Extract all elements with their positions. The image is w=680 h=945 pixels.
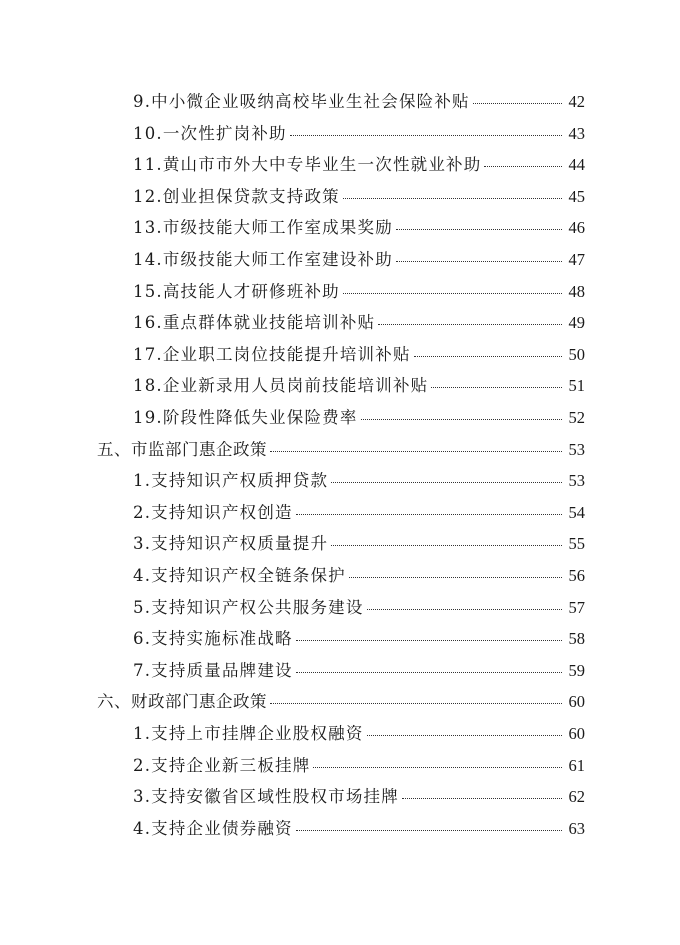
toc-item-title: 3.支持安徽省区域性股权市场挂牌 [133, 787, 399, 807]
toc-item-row [0, 594, 585, 624]
toc-page-number: 53 [568, 439, 585, 459]
toc-page-number: 63 [568, 818, 585, 838]
toc-item-row [0, 278, 585, 308]
toc-item-title: 11.黄山市市外大中专毕业生一次性就业补助 [133, 155, 482, 175]
toc-item-row [0, 88, 585, 118]
dot-leader [402, 798, 562, 799]
dot-leader [313, 767, 562, 768]
dot-leader [484, 166, 562, 167]
toc-page-number: 46 [568, 218, 585, 238]
dot-leader [270, 451, 562, 452]
dot-leader [431, 387, 562, 388]
toc-section-title: 六、财政部门惠企政策 [97, 692, 267, 712]
toc-item-row [0, 246, 585, 276]
toc-item-title: 5.支持知识产权公共服务建设 [133, 597, 364, 617]
toc-item-title: 7.支持质量品牌建设 [133, 660, 293, 680]
toc-item-row [0, 625, 585, 655]
dot-leader [396, 229, 562, 230]
toc-page-number: 60 [568, 692, 585, 712]
toc-item-title: 9.中小微企业吸纳高校毕业生社会保险补贴 [133, 92, 470, 111]
dot-leader [296, 514, 562, 515]
toc-item-row [0, 783, 585, 813]
dot-leader [349, 577, 562, 578]
toc-section-title: 五、市监部门惠企政策 [97, 439, 267, 459]
toc-item-title: 15.高技能人才研修班补助 [133, 281, 340, 301]
toc-item-title: 1.支持上市挂牌企业股权融资 [133, 724, 364, 743]
toc-item-title: 2.支持企业新三板挂牌 [133, 755, 311, 775]
toc-page-number: 55 [568, 534, 585, 554]
toc-item-row [0, 341, 585, 371]
toc-item-row [0, 214, 585, 244]
toc-page-number: 62 [568, 787, 585, 807]
toc-item-title: 10.一次性扩岗补助 [133, 123, 287, 143]
toc-item-title: 13.市级技能大师工作室成果奖励 [133, 218, 393, 238]
dot-leader [361, 419, 562, 420]
toc-page-number: 47 [568, 250, 585, 269]
toc-page-number: 49 [568, 313, 585, 333]
dot-leader [290, 135, 562, 136]
toc-page-number: 54 [568, 502, 585, 522]
toc-item-row [0, 562, 585, 592]
toc-item-title: 19.阶段性降低失业保险费率 [133, 408, 358, 427]
toc-item-title: 17.企业职工岗位技能提升培训补贴 [133, 344, 411, 364]
dot-leader [378, 324, 562, 325]
toc-item-row [0, 183, 585, 213]
toc-page-number: 56 [568, 566, 585, 585]
toc-item-title: 16.重点群体就业技能培训补贴 [133, 313, 376, 333]
dot-leader [473, 103, 562, 104]
toc-page-number: 45 [568, 186, 585, 206]
toc-item-title: 2.支持知识产权创造 [133, 502, 293, 522]
toc-item-row [0, 657, 585, 687]
toc-item-title: 4.支持知识产权全链条保护 [133, 566, 346, 585]
dot-leader [396, 261, 562, 262]
toc-section-row [0, 688, 585, 718]
toc-page-number: 48 [568, 281, 585, 301]
dot-leader [331, 482, 562, 483]
dot-leader [414, 356, 562, 357]
toc-item-title: 6.支持实施标准战略 [133, 629, 293, 649]
toc-page-number: 59 [568, 660, 585, 680]
toc-page-number: 51 [568, 376, 585, 396]
toc-page-number: 52 [568, 408, 585, 427]
dot-leader [343, 198, 562, 199]
toc-item-row [0, 530, 585, 560]
toc-page-number: 60 [568, 724, 585, 743]
toc-item-title: 3.支持知识产权质量提升 [133, 534, 329, 554]
toc-item-row [0, 815, 585, 845]
dot-leader [296, 640, 562, 641]
toc-page-number: 61 [568, 755, 585, 775]
dot-leader [296, 672, 562, 673]
toc-item-row [0, 151, 585, 181]
toc-item-row [0, 752, 585, 782]
toc-section-row [0, 436, 585, 466]
dot-leader [270, 703, 562, 704]
toc-item-row [0, 309, 585, 339]
toc-page-number: 44 [568, 155, 585, 175]
dot-leader [343, 293, 562, 294]
toc-page-number: 58 [568, 629, 585, 649]
toc-item-row [0, 120, 585, 150]
toc-item-title: 14.市级技能大师工作室建设补助 [133, 250, 393, 269]
toc-item-title: 18.企业新录用人员岗前技能培训补贴 [133, 376, 429, 396]
toc-page-number: 53 [568, 471, 585, 491]
toc-item-row [0, 499, 585, 529]
toc-item-title: 4.支持企业债券融资 [133, 818, 293, 838]
toc-item-title: 1.支持知识产权质押贷款 [133, 471, 329, 491]
dot-leader [367, 735, 562, 736]
toc-page-number: 42 [568, 92, 585, 111]
dot-leader [367, 609, 562, 610]
toc-page-number: 43 [568, 123, 585, 143]
dot-leader [331, 545, 562, 546]
toc-item-row [0, 372, 585, 402]
toc-item-row [0, 404, 585, 434]
toc-item-row [0, 720, 585, 750]
toc-page-number: 57 [568, 597, 585, 617]
toc-page-number: 50 [568, 344, 585, 364]
toc-item-title: 12.创业担保贷款支持政策 [133, 186, 340, 206]
toc-item-row [0, 467, 585, 497]
dot-leader [296, 830, 562, 831]
